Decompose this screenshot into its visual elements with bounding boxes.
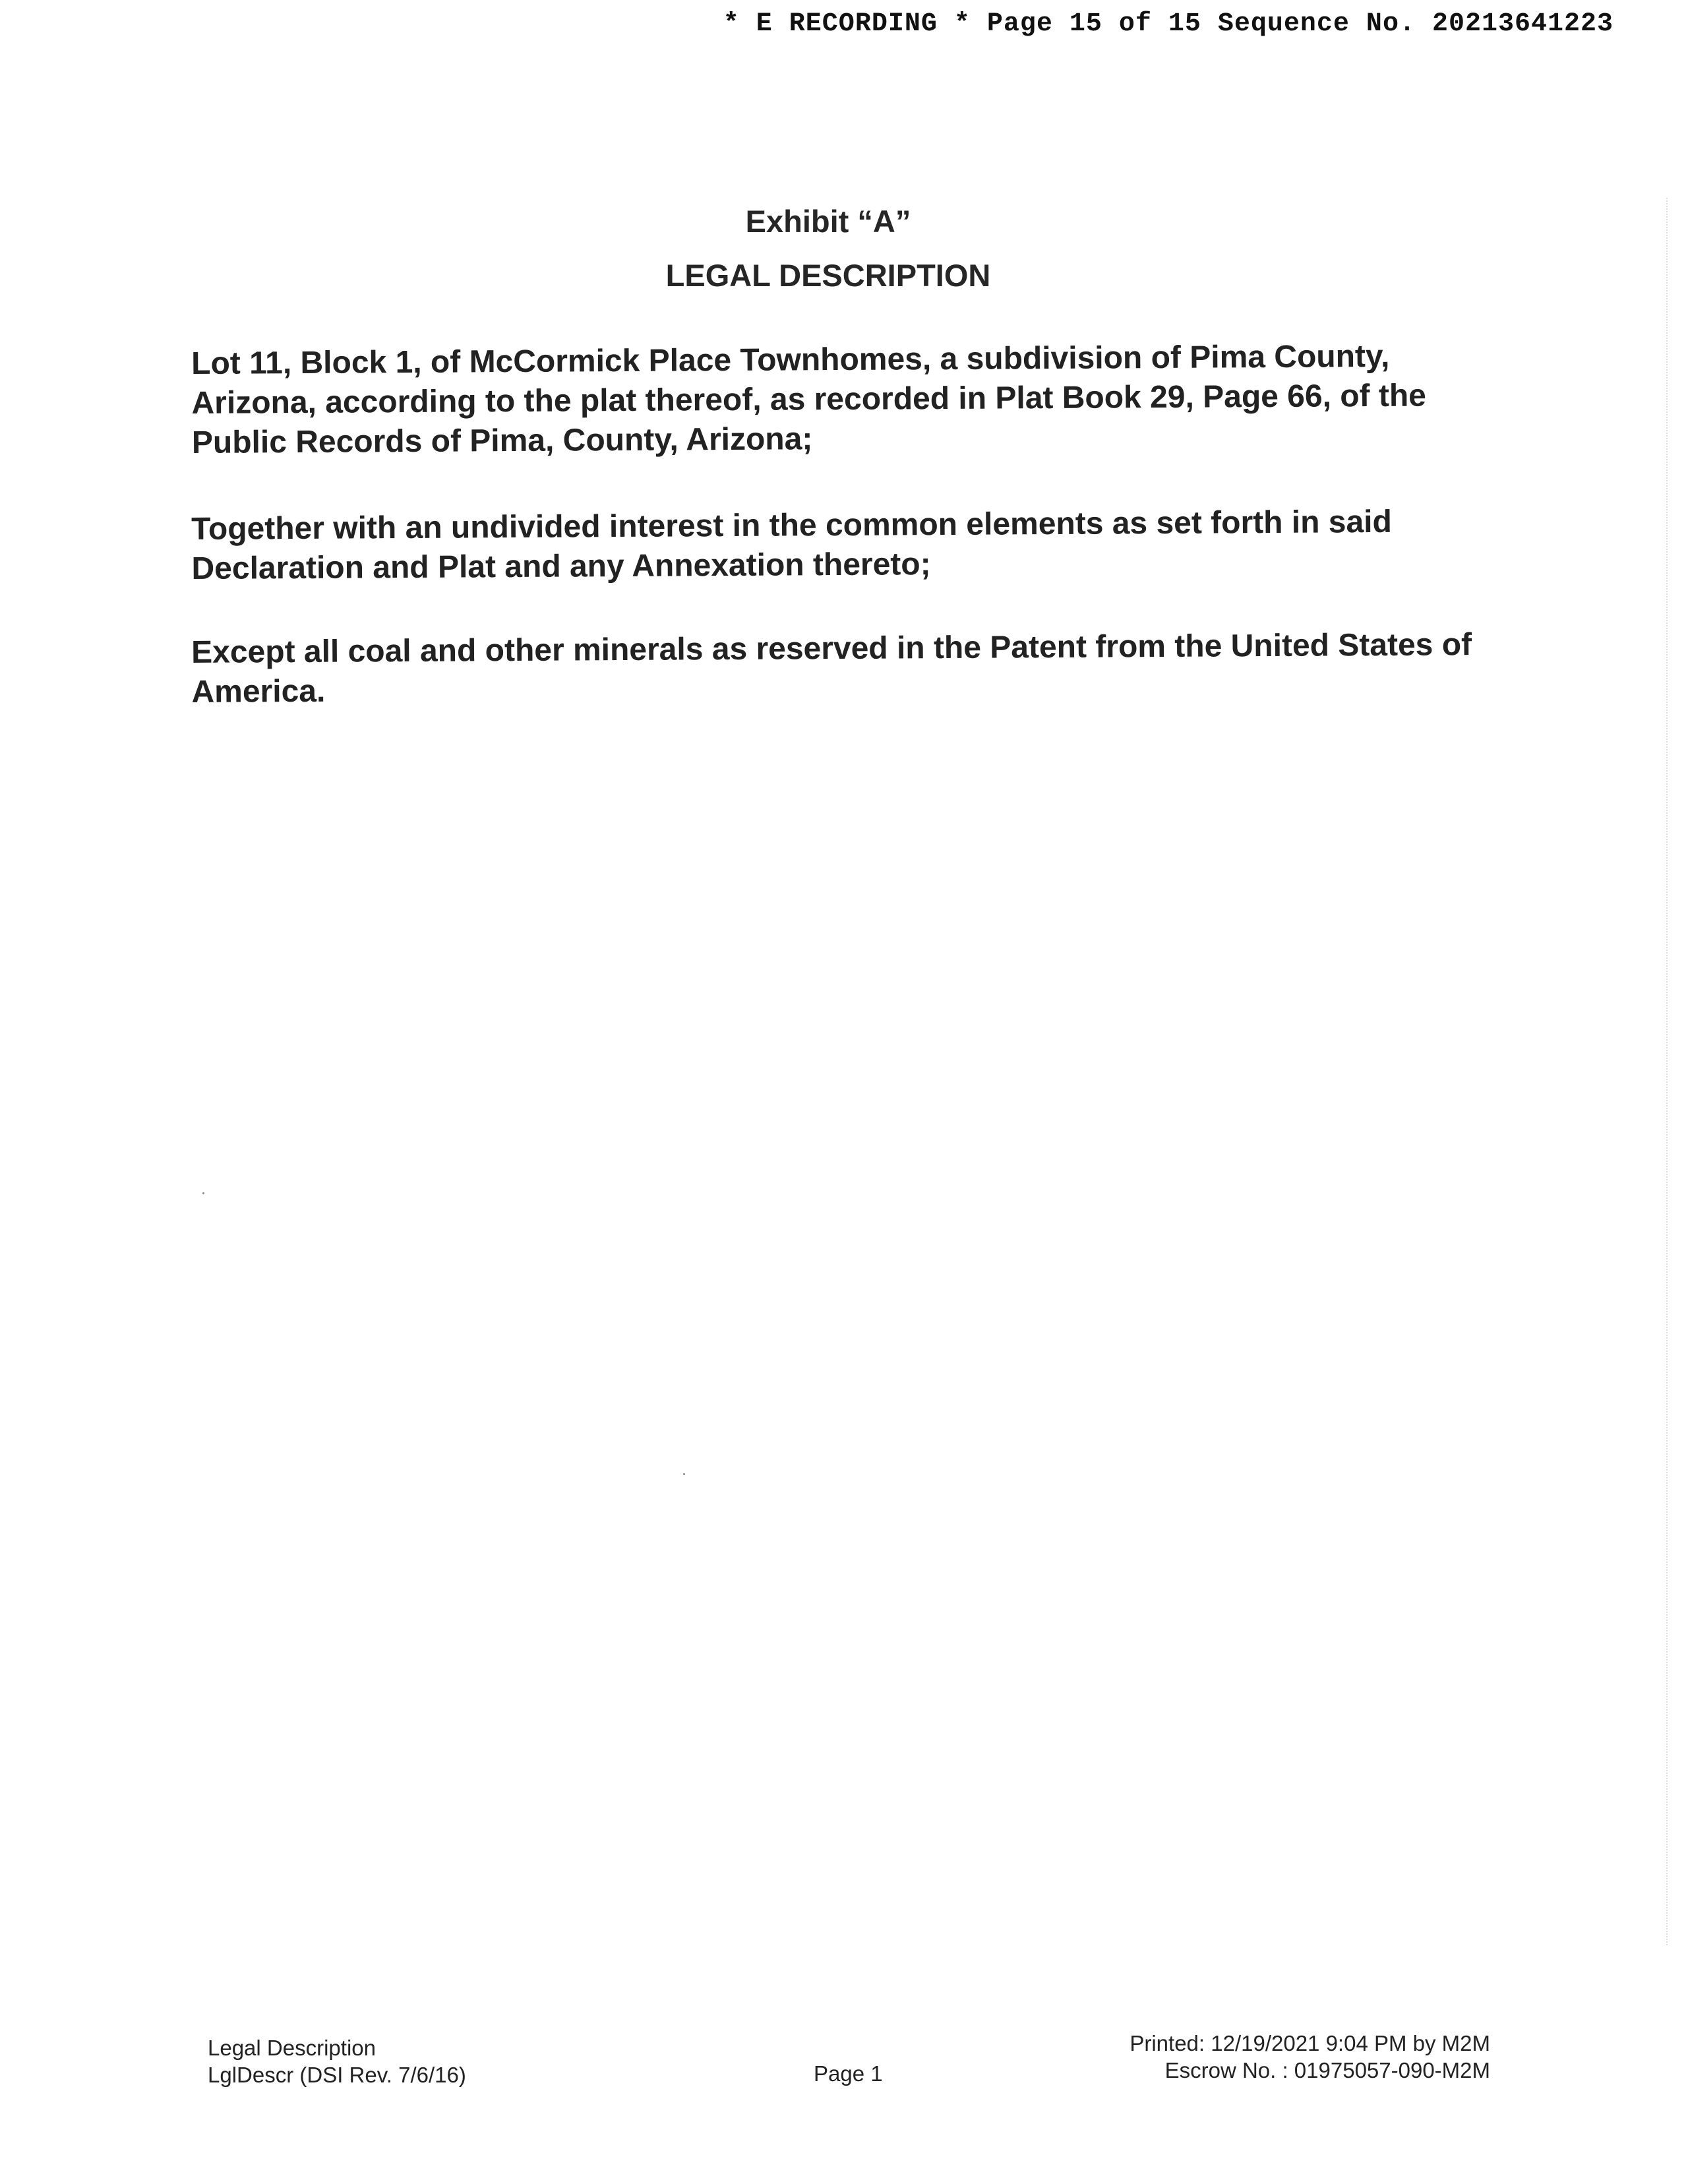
scan-speck xyxy=(683,1473,685,1475)
footer-form-info xyxy=(208,2034,466,2088)
scan-speck xyxy=(202,1192,204,1194)
legal-paragraph-common-elements: Together with an undivided interest in the common elements as set forth in said Declaration and Plat and any Annexation thereto; xyxy=(191,504,1393,586)
legal-paragraph-mineral-exception: Except all coal and other minerals as reserved in the Patent from the United States of America. xyxy=(191,627,1472,710)
legal-description-heading: LEGAL DESCRIPTION xyxy=(665,258,991,293)
legal-paragraph-lot: Lot 11, Block 1, of McCormick Place Townhomes, a subdivision of Pima County, Arizona, according to the plat thereof, as recorded in Plat Book 29, Page 66, of the Public Records of Pima, County, Arizona; xyxy=(191,338,1427,460)
recording-header: * E RECORDING * Page 15 of 15 Sequence No. 20213641223 xyxy=(723,9,1613,39)
footer-escrow: Escrow No. : 01975057-090-M2M xyxy=(1164,2058,1490,2082)
scan-edge-artifact xyxy=(1666,198,1670,1945)
footer-print-info xyxy=(1130,2030,1490,2084)
footer-form-code: LglDescr (DSI Rev. 7/6/16) xyxy=(208,2063,466,2087)
footer-printed: Printed: 12/19/2021 9:04 PM by M2M xyxy=(1130,2031,1490,2055)
footer-page-number: Page 1 xyxy=(814,2061,883,2086)
exhibit-title: Exhibit “A” xyxy=(745,204,911,239)
footer-form-name: Legal Description xyxy=(208,2036,376,2060)
